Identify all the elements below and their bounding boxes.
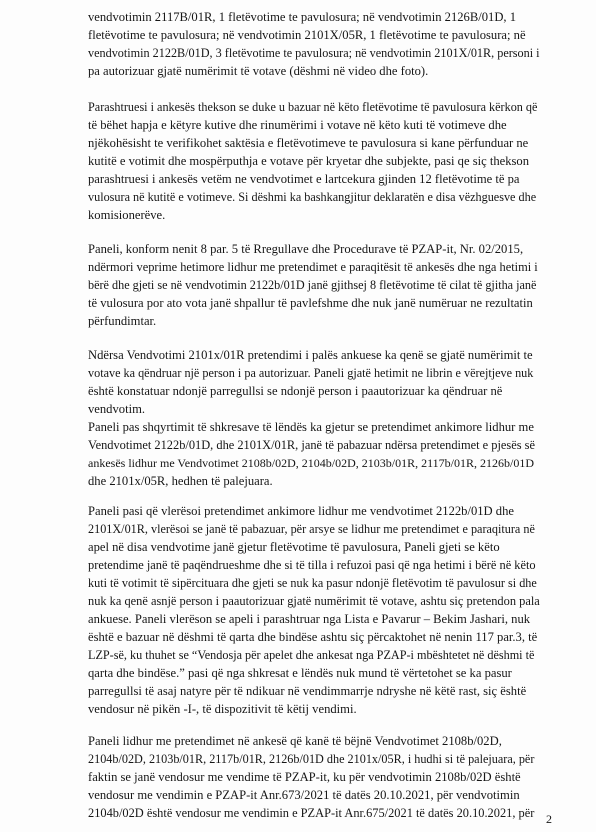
text-line: ndërmori veprime hetimore lidhur me pretendimet e paraqitësit të ankesës dhe nga hetimi i (88, 260, 538, 274)
text-line: faktin se janë vendosur me vendime të PZAP-it, ku për vendvotimin 2108b/02D është (88, 770, 521, 784)
text-line: është konstatuar ndonjë parregullsi se ndonjë person i paautorizuar ka qëndruar në (88, 384, 503, 398)
text-line: vendosur me vendimin e PZAP-it Anr.673/2021 të datës 20.10.2021, për vendvotimin (88, 788, 520, 802)
text-line: dhe 2101x/05R, hedhen të palejuara. (88, 474, 273, 488)
text-line: 2104b/02D është vendosur me vendimin e PZAP-it Anr.675/2021 të datës 20.10.2021, për (88, 806, 535, 820)
text-line: vulosura në kutitë e votimeve. Si dëshmi ka bashkangjitur deklaratën e disa vëzhguesve dhe (88, 190, 537, 204)
text-line: parashtruesi i ankesës vetëm ne vendvotimet e lartcekura gjinden 12 fletëvotime të pa (88, 172, 520, 186)
paragraph-5 (88, 502, 540, 718)
text-line: komisionerëve. (88, 208, 166, 222)
text-line: kuti të votimit të sipërcituara dhe gjeti se nuk ka pasur ndonjë fletëvotim të pavulosur si dhe (88, 576, 537, 590)
text-line: kutitë e votimit dhe mospërputhja e votave për kryetar dhe subjekte, pasi qe siç thekson (88, 154, 530, 168)
text-line: Vendvotimet 2122b/01D, dhe 2101X/01R, janë të pabazuar ndërsa pretendimet e pjesës së (88, 438, 535, 452)
text-line: 2101X/01R, vlerësoi se janë të pabazuar, për arsye se lidhur me pretendimet e paraqitura në (88, 522, 535, 536)
paragraph-2 (88, 98, 540, 224)
text-line: të vulosura por ato vota janë shpallur të pavlefshme dhe nuk janë numëruar ne rezultatin (88, 296, 533, 310)
text-line: është e bazuar në dëshmi të qarta dhe bindëse ashtu siç përcaktohet në nenin 117 par.3, të (88, 630, 538, 644)
text-line: nuk ka qenë asnjë person i paautorizuar gjatë numërimit të votave, ashtu siç pretendon pala (88, 594, 540, 608)
text-line: të bëhet hapja e këtyre kutive dhe rinumërimi i votave në këto kuti të votimeve dhe (88, 118, 507, 132)
paragraph-3 (88, 240, 540, 330)
text-line: bërë dhe gjeti se në vendvotimin 2122b/01D janë gjithsej 8 fletëvotime të cilat të gjitha janë (88, 278, 537, 292)
page-number: 2 (546, 812, 552, 826)
paragraph-6 (88, 732, 540, 822)
text-line: vendvotim. (88, 402, 146, 416)
text-line: pretendime janë të paqëndrueshme dhe si të tilla i refuzoi pasi që nga hetimi i bërë në këto (88, 558, 536, 572)
text-line: apel në disa vendvotime janë gjetur fletëvotime të pavulosura, Paneli gjeti se këto (88, 540, 500, 554)
text-line: Paneli pasi që vlerësoi pretendimet ankimore lidhur me vendvotimet 2122b/01D dhe (88, 504, 514, 518)
text-line: pa autorizuar gjatë numërimit të votave (dëshmi në video dhe foto). (88, 64, 429, 78)
text-line: përfundimtar. (88, 314, 157, 328)
text-line: Paneli lidhur me pretendimet në ankesë që kanë të bëjnë Vendvotimet 2108b/02D, (88, 734, 502, 748)
paragraph-4 (88, 346, 540, 490)
text-line: fletëvotime te pavulosura; në vendvotimin 2101X/05R, 1 fletëvotime te pavulosura; në (88, 28, 526, 42)
text-line: vendvotimin 2117B/01R, 1 fletëvotime te pavulosura; në vendvotimin 2126B/01D, 1 (88, 10, 517, 24)
text-line: votave ka qëndruar një person i pa autorizuar. Paneli gjatë hetimit ne librin e vërejtjeve nuk (88, 366, 534, 380)
text-line: Parashtruesi i ankesës thekson se duke u bazuar në këto fletëvotime të pavulosura kërkon që (88, 100, 538, 114)
text-line: qarta dhe bindëse.” pasi që nga shkresat e lëndës nuk mund të vërtetohet se ka pasur (88, 666, 512, 680)
text-line: Paneli pas shqyrtimit të shkresave të lëndës ka gjetur se pretendimet ankimore lidhur me (88, 420, 534, 434)
text-line: parregullsi të asaj natyre për të ndikuar në vendimmarrje ndryshe në këtë rast, siç është (88, 684, 527, 698)
text-line: ankuese. Paneli vlerëson se apeli i parashtruar nga Lista e Pavarur – Bekim Jashari, nuk (88, 612, 531, 626)
text-line: vendosur në pikën -I-, të dispozitivit të këtij vendimi. (88, 702, 357, 716)
text-line: njëkohësisht te verifikohet saktësia e fletëvotimeve te pavulosura si kane përfunduar ne (88, 136, 529, 150)
text-line: LZP-së, ku thuhet se “Vendosja për apelet dhe ankesat nga PZAP-i mbështetet në dëshmi të (88, 648, 535, 662)
text-line: ankesës lidhur me Vendvotimet 2108b/02D, 2104b/02D, 2103b/01R, 2117b/01R, 2126b/01D (88, 456, 534, 470)
text-line: 2104b/02D, 2103b/01R, 2117b/01R, 2126b/01D dhe 2101x/05R, i hudhi si të palejuara, për (88, 752, 535, 766)
text-line: Ndërsa Vendvotimi 2101x/01R pretendimi i palës ankuese ka qenë se gjatë numërimit te (88, 348, 533, 362)
text-line: Paneli, konform nenit 8 par. 5 të Rregullave dhe Procedurave të PZAP-it, Nr. 02/2015, (88, 242, 524, 256)
text-line: vendvotimin 2122B/01D, 3 fletëvotime te pavulosura; në vendvotimin 2101X/01R, personi i (88, 46, 540, 60)
paragraph-1 (88, 8, 540, 80)
